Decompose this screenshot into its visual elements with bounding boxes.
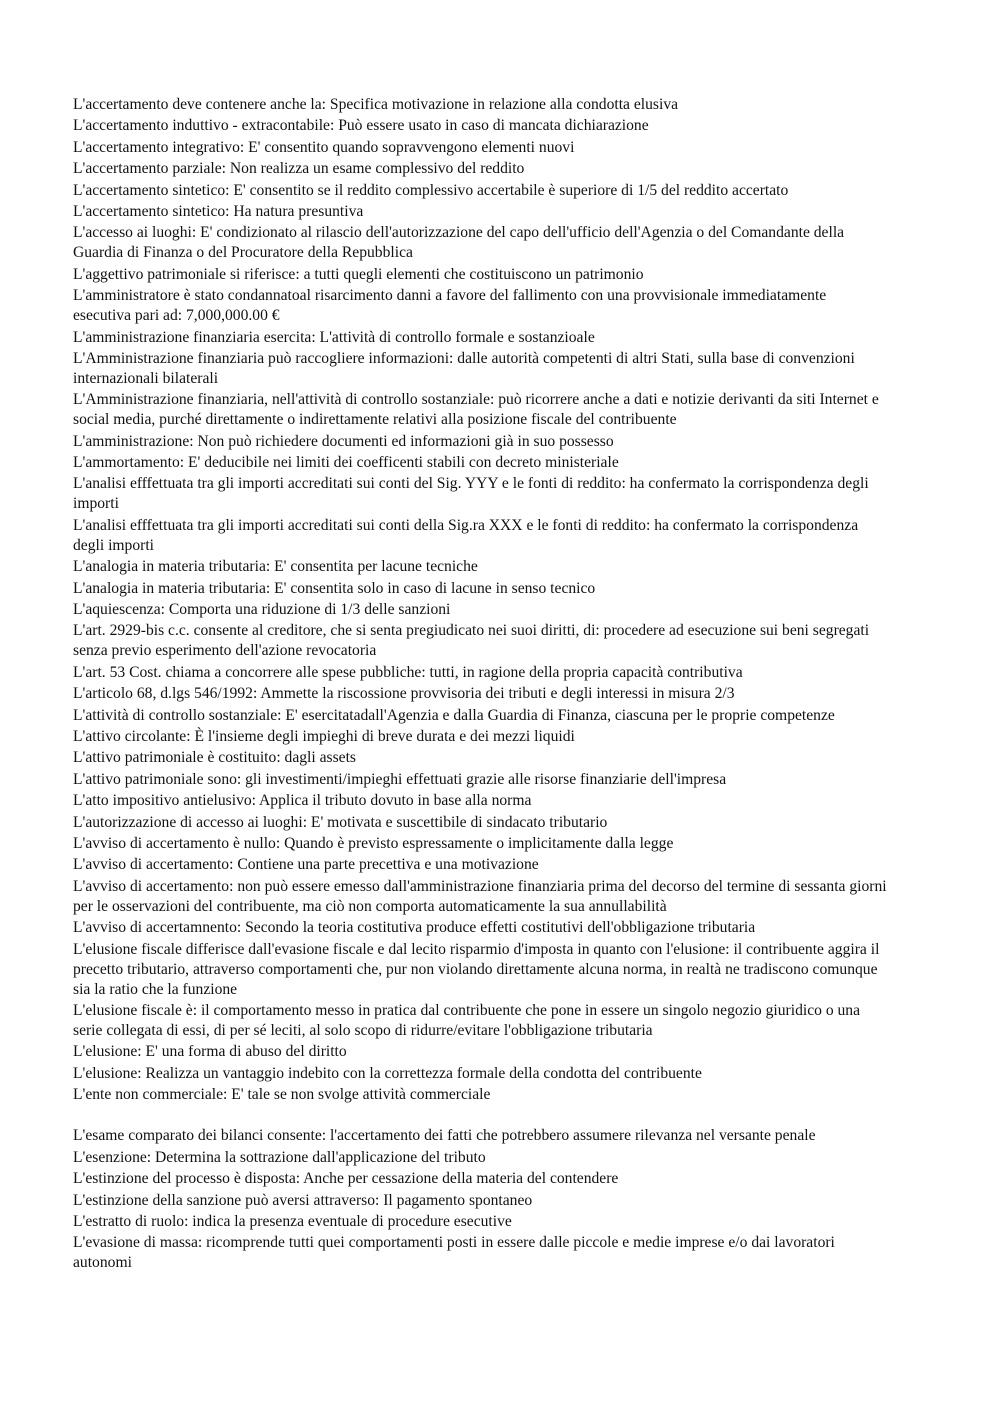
text-entry: L'attivo patrimoniale sono: gli investimenti/impieghi effettuati grazie alle risorse finanziarie dell'impresa (73, 770, 727, 788)
text-entry: L'accesso ai luoghi: E' condizionato al rilascio dell'autorizzazione del capo dell'ufficio dell'Agenzia o del Comandante della Guardia di Finanza o del Procuratore della Repubblica (73, 224, 845, 262)
text-entry: L'avviso di accertamento: Contiene una parte precettiva e una motivazione (73, 856, 539, 874)
text-entry: L'estratto di ruolo: indica la presenza eventuale di procedure esecutive (73, 1213, 512, 1231)
text-entry: L'accertamento sintetico: E' consentito se il reddito complessivo accertabile è superiore di 1/5 del reddito accertato (73, 181, 789, 199)
text-entry: L'atto impositivo antielusivo: Applica il tributo dovuto in base alla norma (73, 792, 532, 810)
text-entry: L'articolo 68, d.lgs 546/1992: Ammette la riscossione provvisoria dei tributi e degli interessi in misura 2/3 (73, 685, 735, 703)
entry-list-b (73, 1126, 888, 1273)
text-entry: L'amministrazione: Non può richiedere documenti ed informazioni già in suo possesso (73, 432, 614, 450)
text-entry: L'evasione di massa: ricomprende tutti quei comportamenti posti in essere dalle piccole e medie imprese e/o dai lavoratori autonomi (73, 1234, 835, 1272)
text-entry: L'attivo circolante: È l'insieme degli impieghi di breve durata e dei mezzi liquidi (73, 727, 575, 745)
text-entry: L'attivo patrimoniale è costituito: dagli assets (73, 749, 357, 767)
text-entry: L'accertamento induttivo - extracontabile: Può essere usato in caso di mancata dichiarazione (73, 117, 649, 135)
text-entry: L'accertamento sintetico: Ha natura presuntiva (73, 202, 364, 220)
text-entry: L'art. 53 Cost. chiama a concorrere alle spese pubbliche: tutti, in ragione della propria capacità contributiva (73, 663, 743, 681)
document-page (73, 95, 888, 1275)
text-entry: L'amministrazione finanziaria esercita: L'attività di controllo formale e sostanzioale (73, 328, 595, 346)
text-entry: L'esame comparato dei bilanci consente: l'accertamento dei fatti che potrebbero assumere rilevanza nel versante penale (73, 1127, 816, 1145)
text-entry: L'elusione fiscale è: il comportamento messo in pratica dal contribuente che pone in essere un singolo negozio giuridico o una serie collegata di essi, di per sé leciti, al solo scopo di ridurre/evitare l'obbligazione tributaria (73, 1001, 861, 1039)
paragraph-gap (73, 1106, 888, 1126)
text-entry: L'analisi efffettuata tra gli importi accreditati sui conti della Sig.ra XXX e le fonti di reddito: ha confermato la corrispondenza degli importi (73, 516, 859, 554)
text-entry: L'avviso di accertamnento: Secondo la teoria costitutiva produce effetti costitutivi dell'obbligazione tributaria (73, 919, 756, 937)
text-entry: L'accertamento parziale: Non realizza un esame complessivo del reddito (73, 160, 525, 178)
text-entry: L'elusione: E' una forma di abuso del diritto (73, 1043, 347, 1061)
text-entry: L'analogia in materia tributaria: E' consentita per lacune tecniche (73, 558, 478, 576)
text-entry: L'analogia in materia tributaria: E' consentita solo in caso di lacune in senso tecnico (73, 579, 596, 597)
text-entry: L'esenzione: Determina la sottrazione dall'applicazione del tributo (73, 1148, 486, 1166)
text-entry: L'elusione: Realizza un vantaggio indebito con la correttezza formale della condotta del contribuente (73, 1064, 702, 1082)
text-entry: L'estinzione della sanzione può aversi attraverso: Il pagamento spontaneo (73, 1191, 533, 1209)
text-entry: L'analisi efffettuata tra gli importi accreditati sui conti del Sig. YYY e le fonti di reddito: ha confermato la corrispondenza degli importi (73, 475, 869, 513)
text-entry: L'elusione fiscale differisce dall'evasione fiscale e dal lecito risparmio d'imposta in quanto con l'elusione: il contribuente aggira il precetto tributario, attraverso comportamenti che, pur non violando direttamente alcuna norma, in realtà ne tradiscono comunque sia la ratio che la funzione (73, 940, 880, 998)
text-entry: L'aquiescenza: Comporta una riduzione di 1/3 delle sanzioni (73, 601, 451, 619)
text-entry: L'estinzione del processo è disposta: Anche per cessazione della materia del contendere (73, 1170, 619, 1188)
text-entry: L'avviso di accertamento è nullo: Quando è previsto espressamente o implicitamente dalla legge (73, 834, 674, 852)
text-entry: L'art. 2929-bis c.c. consente al creditore, che si senta pregiudicato nei suoi diritti, di: procedere ad esecuzione sui beni segregati senza previo esperimento dell'azione revocatoria (73, 622, 870, 660)
text-entry: L'attività di controllo sostanziale: E' esercitatadall'Agenzia e dalla Guardia di Finanza, ciascuna per le proprie competenze (73, 706, 835, 724)
text-entry: L'accertamento integrativo: E' consentito quando sopravvengono elementi nuovi (73, 138, 575, 156)
text-entry: L'autorizzazione di accesso ai luoghi: E' motivata e suscettibile di sindacato tributario (73, 813, 608, 831)
text-entry: L'Amministrazione finanziaria, nell'attività di controllo sostanziale: può ricorrere anche a dati e notizie derivanti da siti Internet e social media, purché direttamente o indirettamente relativi alla posizione fiscale del contribuente (73, 391, 879, 429)
text-entry: L'accertamento deve contenere anche la: Specifica motivazione in relazione alla condotta elusiva (73, 96, 679, 113)
entry-list-a (73, 95, 888, 1105)
text-entry: L'aggettivo patrimoniale si riferisce: a tutti quegli elementi che costituiscono un patrimonio (73, 265, 644, 283)
text-entry: L'ente non commerciale: E' tale se non svolge attività commerciale (73, 1086, 491, 1104)
text-entry: L'ammortamento: E' deducibile nei limiti dei coefficenti stabili con decreto ministeriale (73, 454, 619, 472)
text-entry: L'Amministrazione finanziaria può raccogliere informazioni: dalle autorità competenti di altri Stati, sulla base di convenzioni internazionali bilaterali (73, 349, 855, 387)
text-entry: L'amministratore è stato condannatoal risarcimento danni a favore del fallimento con una provvisionale immediatamente esecutiva pari ad: 7,000,000.00 € (73, 287, 827, 325)
text-entry: L'avviso di accertamento: non può essere emesso dall'amministrazione finanziaria prima del decorso del termine di sessanta giorni per le osservazioni del contribuente, ma ciò non comporta automaticamente la sua annullabilità (73, 877, 887, 915)
